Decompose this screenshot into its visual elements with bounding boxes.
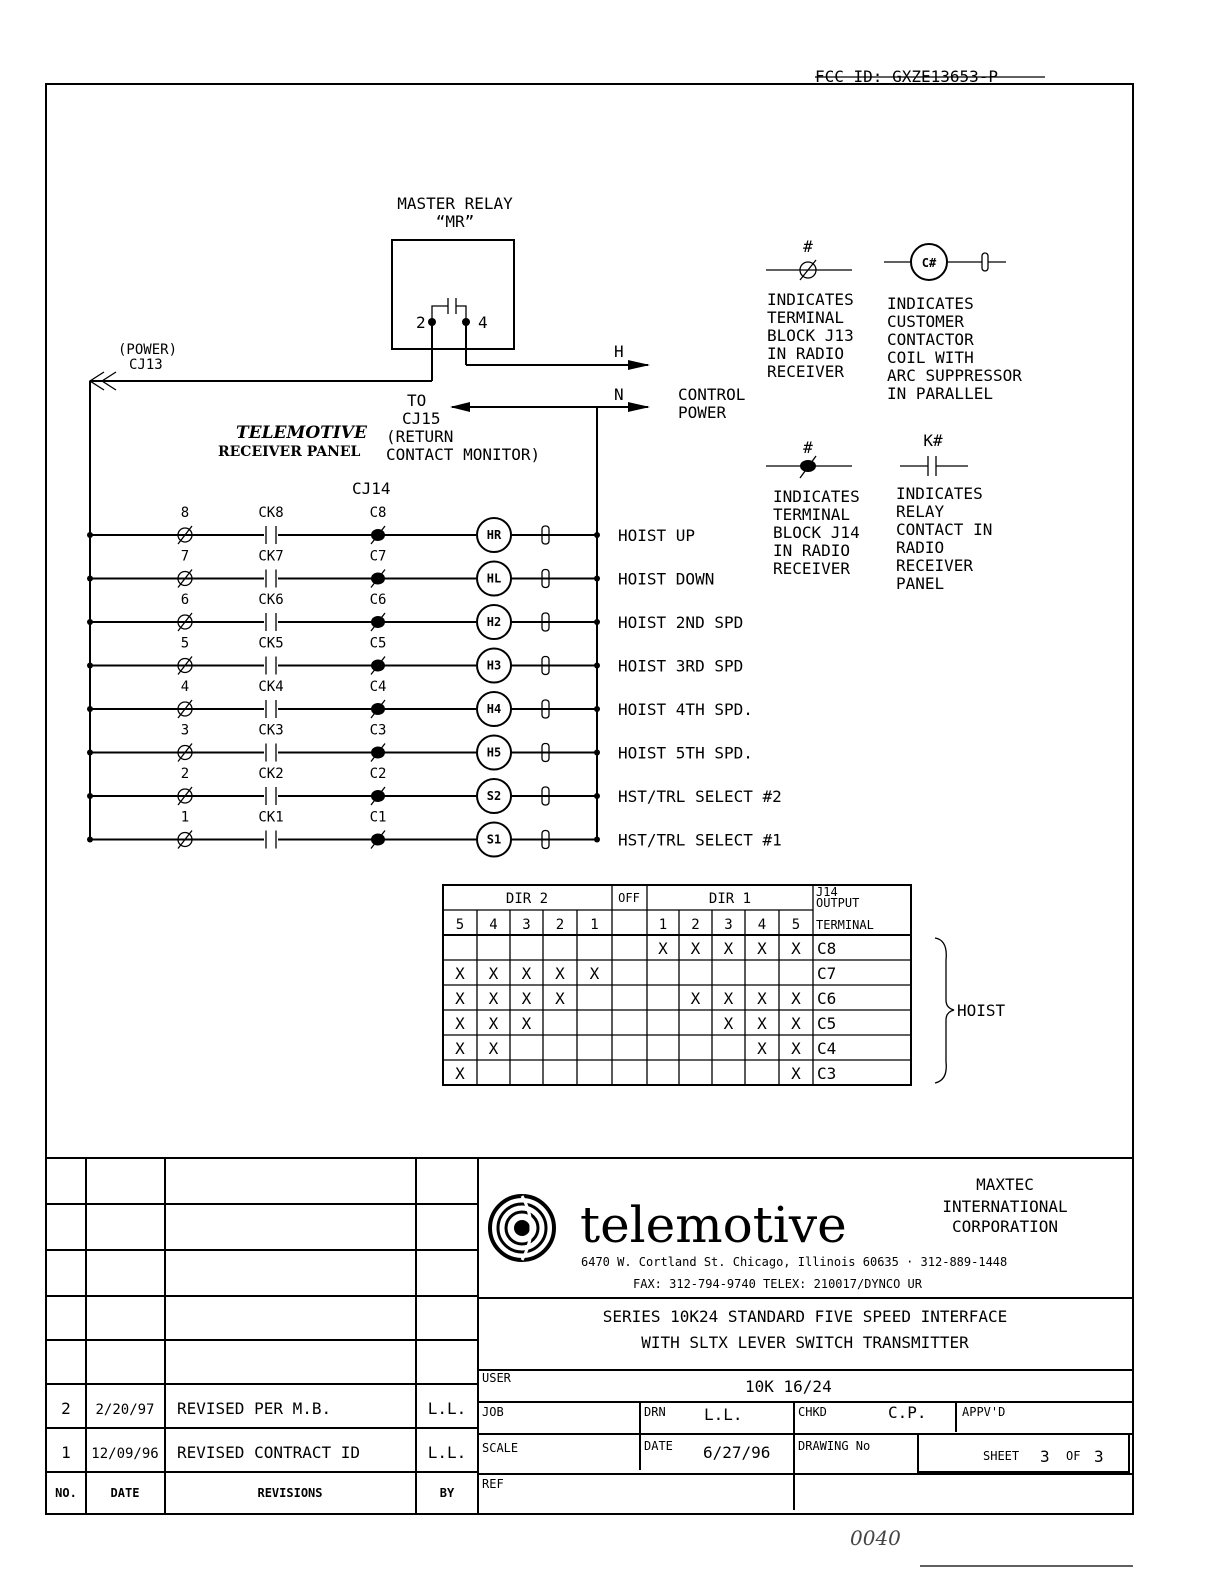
- legend-text: CUSTOMER: [887, 312, 965, 331]
- coil-label: S2: [486, 789, 502, 803]
- truth-mark: X: [723, 989, 734, 1008]
- relay-contact-label: CK3: [258, 722, 284, 739]
- legend-text: ARC SUPPRESSOR: [887, 366, 1022, 385]
- truth-mark: X: [757, 939, 767, 958]
- rung-function-label: HOIST UP: [618, 526, 696, 545]
- svg-text:#: #: [803, 438, 813, 457]
- truth-mark: X: [488, 1039, 499, 1058]
- j13-terminal-number: 1: [180, 809, 190, 826]
- legend-text: IN RADIO: [773, 541, 851, 560]
- svg-text:K#: K#: [923, 431, 943, 450]
- rung-5: [87, 636, 743, 683]
- legend-text: INDICATES: [767, 290, 854, 309]
- rung-function-label: HOIST 5TH SPD.: [618, 743, 753, 763]
- rung-4: [87, 679, 753, 726]
- output-terminal: C3: [817, 1064, 837, 1083]
- truth-mark: X: [791, 989, 801, 1008]
- truth-mark: X: [488, 1014, 499, 1033]
- dir1-header: DIR 1: [708, 891, 752, 907]
- position-header: 3: [724, 917, 733, 933]
- position-header: 1: [590, 917, 599, 933]
- truth-mark: X: [757, 1014, 767, 1033]
- j13-terminal-number: 5: [180, 635, 190, 652]
- svg-text:4: 4: [478, 313, 488, 332]
- company-name-3: CORPORATION: [952, 1217, 1058, 1236]
- svg-text:USER: USER: [482, 1371, 511, 1385]
- telemotive-logo-icon: [490, 1196, 554, 1260]
- off-header: OFF: [618, 891, 640, 905]
- truth-mark: X: [521, 964, 532, 983]
- svg-text:NO.: NO.: [55, 1486, 77, 1500]
- company-name-1: MAXTEC: [976, 1175, 1034, 1194]
- j14-terminal-label: C1: [369, 809, 387, 826]
- rung-function-label: HOIST 3RD SPD: [618, 656, 744, 676]
- coil-label: S1: [486, 832, 502, 847]
- dir2-header: DIR 2: [505, 891, 549, 907]
- svg-text:OF: OF: [1066, 1449, 1081, 1463]
- output-terminal: C8: [817, 939, 837, 958]
- truth-mark: X: [521, 989, 532, 1008]
- relay-contact-label: CK6: [258, 592, 284, 608]
- truth-mark: X: [455, 989, 465, 1008]
- rung-7: [87, 549, 714, 596]
- truth-mark: X: [658, 939, 668, 958]
- output-terminal: C6: [817, 989, 837, 1008]
- cj14-label: CJ14: [352, 479, 391, 498]
- rev-1-desc: REVISED CONTRACT ID: [177, 1443, 361, 1462]
- legend-j14: [766, 438, 860, 578]
- h-line-label: H: [614, 342, 624, 361]
- output-terminal: C4: [817, 1039, 837, 1058]
- j13-terminal-number: 3: [180, 722, 190, 739]
- relay-contact-label: CK4: [258, 679, 284, 695]
- truth-mark: X: [455, 1039, 465, 1058]
- rev-2-desc: REVISED PER M.B.: [177, 1399, 332, 1418]
- j14-terminal-label: C8: [369, 505, 387, 521]
- rung-function-label: HOIST 4TH SPD.: [618, 700, 753, 719]
- position-header: 2: [555, 917, 565, 933]
- position-header: 3: [522, 917, 531, 933]
- truth-mark: X: [690, 989, 701, 1008]
- company-fax-telex: FAX: 312-794-9740 TELEX: 210017/DYNCO UR: [633, 1277, 922, 1291]
- rev-1-no: 1: [61, 1443, 71, 1462]
- rung-function-label: HOIST DOWN: [618, 569, 715, 589]
- rung-1: [87, 810, 782, 857]
- position-header: 5: [455, 917, 465, 933]
- coil-label: H3: [486, 658, 502, 673]
- svg-text:(RETURN: (RETURN: [386, 427, 454, 446]
- legend-relay: [896, 431, 992, 593]
- rung-6: [87, 592, 743, 639]
- truth-mark: X: [690, 939, 701, 958]
- legend-text: IN PARALLEL: [887, 384, 993, 403]
- j13-terminal-number: 4: [180, 679, 190, 695]
- drawing-date: 6/27/96: [703, 1443, 771, 1462]
- svg-text:OUTPUT: OUTPUT: [816, 896, 860, 910]
- j14-terminal-label: C2: [369, 766, 387, 782]
- truth-mark: X: [589, 964, 600, 983]
- legend-text: INDICATES: [896, 484, 983, 503]
- control-power-1: CONTROL: [678, 385, 746, 404]
- company-name-2: INTERNATIONAL: [942, 1197, 1068, 1216]
- relay-contact-label: CK7: [258, 548, 284, 565]
- svg-text:TO: TO: [407, 391, 427, 410]
- truth-mark: X: [555, 989, 565, 1008]
- truth-mark: X: [791, 939, 801, 958]
- truth-mark: X: [791, 1039, 801, 1058]
- rung-8: [87, 505, 695, 552]
- user-value: 10K 16/24: [745, 1377, 832, 1396]
- truth-mark: X: [791, 1064, 801, 1083]
- coil-label: H5: [486, 745, 502, 760]
- position-header: 1: [658, 917, 668, 933]
- truth-mark: X: [455, 1014, 465, 1033]
- coil-label: H2: [486, 615, 502, 629]
- legend-coil: [884, 244, 1022, 403]
- position-header: 4: [489, 917, 498, 933]
- relay-contact-label: CK1: [258, 809, 284, 826]
- rev-1-date: 12/09/96: [91, 1446, 159, 1462]
- legend-text: CONTACTOR: [887, 330, 974, 349]
- company-address: 6470 W. Cortland St. Chicago, Illinois 60635 · 312-889-1448: [581, 1255, 1008, 1269]
- relay-contact-label: CK2: [258, 766, 284, 782]
- sheet-total: 3: [1094, 1447, 1104, 1466]
- coil-label: H4: [486, 702, 502, 716]
- svg-text:BY: BY: [439, 1486, 455, 1500]
- master-relay-subtitle: “MR”: [435, 212, 475, 231]
- svg-text:CJ15: CJ15: [402, 409, 441, 428]
- j14-terminal-label: C6: [369, 592, 387, 608]
- rung-function-label: HST/TRL SELECT #2: [618, 787, 782, 806]
- svg-text:J14: J14: [816, 885, 838, 899]
- svg-text:APPV'D: APPV'D: [962, 1405, 1006, 1419]
- svg-text:DATE: DATE: [110, 1486, 140, 1500]
- svg-text:REVISIONS: REVISIONS: [257, 1486, 323, 1500]
- rev-2-no: 2: [61, 1399, 71, 1418]
- legend-text: BLOCK J14: [773, 523, 860, 542]
- legend-text: INDICATES: [773, 487, 860, 506]
- power-label: (POWER): [118, 342, 178, 358]
- checked-by: C.P.: [888, 1403, 927, 1422]
- rung-function-label: HST/TRL SELECT #1: [618, 830, 782, 850]
- truth-mark: X: [555, 964, 565, 983]
- j13-terminal-number: 7: [180, 548, 190, 565]
- rev-1-by: L.L.: [427, 1443, 467, 1462]
- rung-3: [87, 723, 753, 770]
- receiver-panel-label: RECEIVER PANEL: [218, 444, 361, 460]
- drawing-title-1: SERIES 10K24 STANDARD FIVE SPEED INTERFACE: [602, 1307, 1008, 1326]
- truth-mark: X: [488, 989, 499, 1008]
- legend-j13: [766, 237, 854, 381]
- j14-terminal-label: C5: [369, 635, 387, 652]
- rev-2-by: L.L.: [427, 1399, 467, 1418]
- handwritten-number: 0040: [850, 1526, 901, 1550]
- j13-terminal-number: 6: [180, 592, 190, 608]
- svg-text:REF: REF: [482, 1477, 504, 1491]
- legend-text: RECEIVER: [896, 556, 974, 575]
- master-relay: [392, 194, 514, 381]
- power-cj13: CJ13: [129, 357, 163, 373]
- svg-text:SHEET: SHEET: [983, 1449, 1020, 1463]
- n-line-label: N: [614, 385, 624, 404]
- svg-text:DRAWING No: DRAWING No: [798, 1439, 871, 1453]
- legend-text: CONTACT IN: [896, 520, 993, 539]
- svg-text:DRN: DRN: [644, 1405, 666, 1419]
- svg-text:JOB: JOB: [482, 1405, 504, 1419]
- ladder-rungs: [87, 505, 782, 857]
- fcc-id: FCC ID: GXZE13653-P: [815, 67, 999, 86]
- legend-text: RECEIVER: [773, 559, 851, 578]
- hoist-brace: [935, 938, 954, 1083]
- legend-text: TERMINAL: [767, 308, 845, 327]
- master-relay-title: MASTER RELAY: [397, 194, 513, 213]
- svg-text:DATE: DATE: [644, 1439, 673, 1453]
- relay-contact-label: CK5: [258, 635, 284, 652]
- legend-text: RADIO: [896, 538, 945, 557]
- rung-function-label: HOIST 2ND SPD: [618, 613, 744, 632]
- relay-contact-label: CK8: [258, 505, 284, 521]
- truth-mark: X: [723, 1014, 734, 1033]
- legend-text: IN RADIO: [767, 344, 845, 363]
- truth-mark: X: [791, 1014, 801, 1033]
- drawing-title-2: WITH SLTX LEVER SWITCH TRANSMITTER: [641, 1333, 969, 1352]
- j14-terminal-label: C4: [369, 679, 387, 695]
- svg-text:2: 2: [416, 313, 426, 332]
- legend-text: PANEL: [896, 574, 945, 593]
- output-terminal: C7: [817, 964, 837, 983]
- legend-text: COIL WITH: [887, 348, 974, 367]
- truth-mark: X: [455, 1064, 465, 1083]
- truth-mark: X: [488, 964, 499, 983]
- legend-text: INDICATES: [887, 294, 974, 313]
- position-header: 4: [757, 917, 767, 933]
- truth-mark: X: [455, 964, 465, 983]
- output-terminal: C5: [817, 1014, 837, 1033]
- truth-mark: X: [723, 939, 734, 958]
- j14-terminal-label: C3: [369, 722, 387, 739]
- coil-label: HL: [486, 571, 502, 586]
- legend-text: RECEIVER: [767, 362, 845, 381]
- svg-text:#: #: [803, 237, 813, 256]
- rev-2-date: 2/20/97: [95, 1402, 155, 1418]
- rung-2: [87, 766, 782, 813]
- svg-text:CHKD: CHKD: [798, 1405, 827, 1419]
- drawn-by: L.L.: [704, 1405, 743, 1424]
- hoist-group-label: HOIST: [957, 1001, 1006, 1020]
- j14-terminal-label: C7: [369, 548, 387, 565]
- return-contact-monitor: CONTACT MONITOR): [386, 445, 541, 464]
- legend-text: RELAY: [896, 502, 945, 521]
- output-terminal-header: TERMINAL: [816, 918, 874, 932]
- position-header: 5: [791, 917, 801, 933]
- position-header: 2: [691, 917, 700, 933]
- title-block: [46, 1158, 1133, 1514]
- truth-mark: X: [521, 1014, 532, 1033]
- truth-table: [443, 885, 1006, 1085]
- legend-text: TERMINAL: [773, 505, 851, 524]
- truth-mark: X: [757, 989, 767, 1008]
- j13-terminal-number: 2: [180, 766, 190, 782]
- telemotive-brand: TELEMOTIVE: [236, 423, 367, 443]
- truth-mark: X: [757, 1039, 767, 1058]
- svg-text:C#: C#: [921, 256, 937, 270]
- svg-text:SCALE: SCALE: [482, 1441, 519, 1455]
- coil-label: HR: [486, 528, 502, 542]
- control-power-2: POWER: [678, 403, 727, 422]
- sheet-number: 3: [1040, 1447, 1050, 1466]
- j13-terminal-number: 8: [180, 505, 190, 521]
- legend-text: BLOCK J13: [767, 326, 854, 345]
- telemotive-wordmark: telemotive: [580, 1196, 847, 1254]
